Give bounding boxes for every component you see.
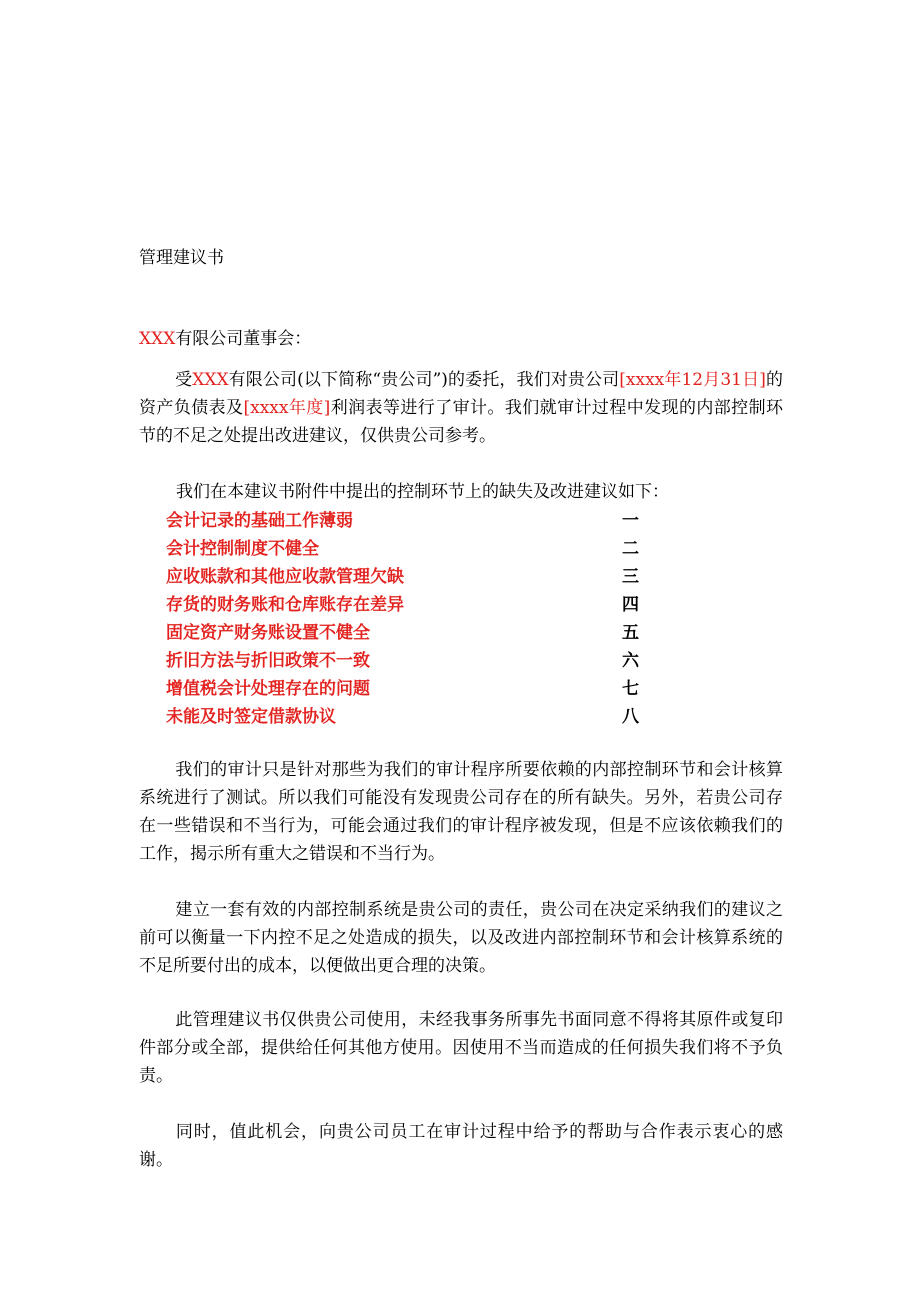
para1-placeholder-company: XXX — [192, 370, 229, 390]
items-intro: 我们在本建议书附件中提出的控制环节上的缺失及改进建议如下： — [176, 482, 669, 502]
salutation — [139, 327, 311, 351]
list-item: 增值税会计处理存在的问题 七 — [166, 679, 639, 699]
paragraph-responsibility: 建立一套有效的内部控制系统是贵公司的责任，贵公司在决定采纳我们的建议之前可以衡量一下内控不足之处造成的损失，以及改进内部控制环节和会计核算系统的不足所要付出的成本，以便做出更合理的决策。 — [139, 900, 783, 976]
para1-text-4: 利润表等进行了审计。我们就审计过程中发现的内部控制环节的不足之处提出改进建议，仅供贵公司参考。 — [139, 398, 784, 446]
list-item: 未能及时签定借款协议 八 — [166, 707, 639, 727]
list-item: 固定资产财务账设置不健全 五 — [166, 623, 639, 643]
paragraph-engagement — [139, 366, 783, 450]
document-title: 管理建议书 — [139, 248, 224, 268]
list-item: 会计记录的基础工作薄弱 一 — [166, 511, 639, 531]
list-item: 存货的财务账和仓库账存在差异 四 — [166, 595, 639, 615]
para1-placeholder-date: [xxxx年12月31日] — [619, 370, 766, 390]
salutation-placeholder: XXX — [139, 329, 176, 349]
list-item: 会计控制制度不健全 二 — [166, 539, 639, 559]
para1-text-2: 有限公司(以下简称“贵公司”)的委托，我们对贵公司 — [228, 370, 620, 390]
para1-text-1: 受 — [175, 370, 193, 390]
list-item: 折旧方法与折旧政策不一致 六 — [166, 651, 639, 671]
para1-placeholder-year: [xxxx年度] — [243, 398, 331, 418]
salutation-text: 有限公司董事会： — [175, 329, 312, 349]
para1-text-3: 的资产负债表及 — [139, 370, 783, 418]
paragraph-usage-restriction: 此管理建议书仅供贵公司使用，未经我事务所事先书面同意不得将其原件或复印件部分或全部，提供给任何其他方使用。因使用不当而造成的任何损失我们将不予负责。 — [139, 1010, 783, 1086]
deficiency-list — [166, 507, 646, 731]
paragraph-audit-scope: 我们的审计只是针对那些为我们的审计程序所要依赖的内部控制环节和会计核算系统进行了测试。所以我们可能没有发现贵公司存在的所有缺失。另外，若贵公司存在一些错误和不当行为，可能会通过我们的审计程序被发现，但是不应该依赖我们的工作，揭示所有重大之错误和不当行为。 — [139, 760, 783, 864]
list-item: 应收账款和其他应收款管理欠缺 三 — [166, 567, 639, 587]
paragraph-thanks: 同时，值此机会，向贵公司员工在审计过程中给予的帮助与合作表示衷心的感谢。 — [139, 1122, 783, 1170]
